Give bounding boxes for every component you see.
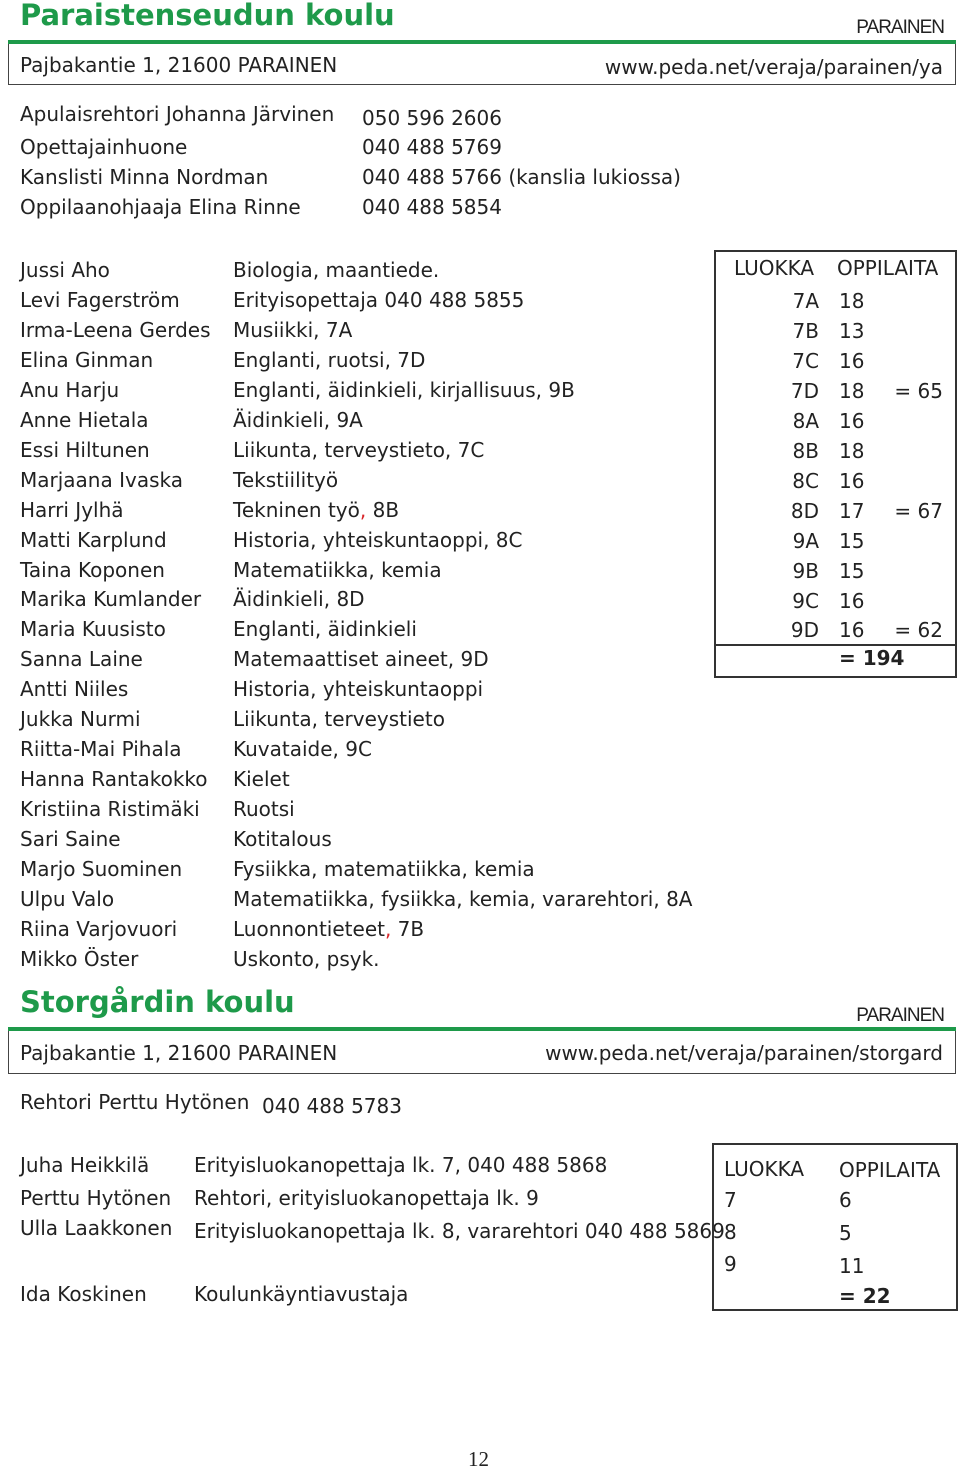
teacher-name: Kristiina Ristimäki	[20, 797, 200, 821]
class-row	[716, 556, 955, 586]
school2-address: Pajbakantie 1, 21600 PARAINEN	[20, 1041, 338, 1065]
school1-address-box	[8, 44, 956, 85]
table-class: 9D	[790, 618, 819, 642]
teacher-row	[0, 854, 700, 884]
teacher-name: Jukka Nurmi	[20, 707, 141, 731]
table-class: 8D	[790, 499, 819, 523]
teacher-name: Essi Hiltunen	[20, 438, 150, 462]
teacher-name: Marjo Suominen	[20, 857, 183, 881]
school1-town: PARAINEN	[856, 17, 944, 38]
table-count: 18	[839, 379, 865, 403]
teacher-row	[0, 734, 700, 764]
class-row	[716, 586, 955, 616]
table-subtotal: = 67	[894, 499, 943, 523]
teacher-subject: Äidinkieli, 8D	[233, 587, 365, 611]
table-class: 8A	[792, 409, 819, 433]
teacher-row	[0, 704, 700, 734]
teacher-name: Marjaana Ivaska	[20, 468, 183, 492]
teacher-name: Levi Fagerström	[20, 288, 180, 312]
teacher-subject: Uskonto, psyk.	[233, 947, 380, 971]
teacher-row	[0, 674, 700, 704]
teacher-name: Elina Ginman	[20, 348, 154, 372]
teacher-subject: Luonnontieteet, 7B	[233, 917, 425, 941]
table-count: 15	[839, 559, 865, 583]
teacher-name: Sari Saine	[20, 827, 121, 851]
teacher-subject: Erityisluokanopettaja lk. 8, vararehtori 040 488 5869	[194, 1219, 725, 1243]
class-row	[716, 466, 955, 496]
teacher-row	[0, 555, 700, 585]
teacher-row	[0, 614, 700, 644]
teacher-subject: Englanti, äidinkieli, kirjallisuus, 9B	[233, 378, 575, 402]
class-row	[716, 316, 955, 346]
teacher-subject: Erityisluokanopettaja lk. 7, 040 488 5868	[194, 1153, 608, 1177]
table-class: 7D	[790, 379, 819, 403]
teacher-name: Sanna Laine	[20, 647, 143, 671]
teacher-subject: Kotitalous	[233, 827, 332, 851]
teacher-subject: Liikunta, terveystieto, 7C	[233, 438, 485, 462]
teacher-row	[0, 435, 700, 465]
table-class: 8	[724, 1220, 737, 1244]
table-class: 9C	[792, 589, 819, 613]
school1-address: Pajbakantie 1, 21600 PARAINEN	[20, 53, 338, 77]
red-comma: ,	[384, 917, 392, 941]
table-count: 16	[839, 469, 865, 493]
table-total: = 22	[839, 1284, 891, 1308]
school2-principal-label: Rehtori Perttu Hytönen	[20, 1090, 250, 1114]
table-count: 6	[839, 1188, 852, 1212]
teacher-name: Perttu Hytönen	[20, 1186, 172, 1210]
table-class: 7B	[792, 319, 819, 343]
school2-class-table	[712, 1143, 958, 1311]
school1-class-table	[714, 250, 957, 678]
teacher-row	[0, 495, 700, 525]
table-count: 17	[839, 499, 865, 523]
teacher-subject: Äidinkieli, 9A	[233, 408, 363, 432]
table-class: 9B	[792, 559, 819, 583]
table-count: 16	[839, 409, 865, 433]
teacher-name: Ulpu Valo	[20, 887, 115, 911]
teacher-row	[0, 405, 700, 435]
table-class: 8B	[792, 439, 819, 463]
table-count: 16	[839, 589, 865, 613]
teacher-subject: Fysiikka, matematiikka, kemia	[233, 857, 535, 881]
school2-title: Storgårdin koulu	[20, 985, 295, 1019]
teacher-row	[0, 525, 700, 555]
school2-principal-phone: 040 488 5783	[262, 1094, 402, 1118]
table-subtotal: = 65	[894, 379, 943, 403]
teacher-subject: Liikunta, terveystieto	[233, 707, 445, 731]
table-class: 7	[724, 1188, 737, 1212]
teacher-name: Juha Heikkilä	[20, 1153, 150, 1177]
teacher-row	[0, 345, 700, 375]
teacher-row	[0, 315, 700, 345]
table-class: 7C	[792, 349, 819, 373]
red-comma: ,	[359, 498, 367, 522]
school2-town: PARAINEN	[856, 1005, 944, 1026]
teacher-row	[0, 944, 700, 974]
table-count: 16	[839, 618, 865, 642]
teacher-row	[0, 255, 700, 285]
teacher-row	[0, 375, 700, 405]
teacher-subject: Musiikki, 7A	[233, 318, 353, 342]
teacher-subject: Matematiikka, fysiikka, kemia, vararehtori, 8A	[233, 887, 693, 911]
table-header-students: OPPILAITA	[839, 1158, 941, 1182]
teacher-name: Maria Kuusisto	[20, 617, 166, 641]
teacher-name: Marika Kumlander	[20, 587, 202, 611]
class-row	[716, 436, 955, 466]
contact-phone: 040 488 5854	[362, 195, 502, 219]
teacher-subject: Historia, yhteiskuntaoppi	[233, 677, 484, 701]
teacher-row	[0, 644, 700, 674]
school2-address-box	[8, 1031, 956, 1074]
teacher-name: Irma-Leena Gerdes	[20, 318, 211, 342]
teacher-row	[0, 824, 700, 854]
teacher-name: Mikko Öster	[20, 947, 139, 971]
table-class: 9A	[792, 529, 819, 553]
table-count: 18	[839, 289, 865, 313]
table-total-divider	[716, 644, 955, 646]
teacher-name: Jussi Aho	[20, 258, 110, 282]
school1-url[interactable]: www.peda.net/veraja/parainen/ya	[604, 55, 943, 79]
teacher-name: Harri Jylhä	[20, 498, 124, 522]
teacher-name: Antti Niiles	[20, 677, 129, 701]
table-total: = 194	[839, 646, 905, 670]
contact-phone: 040 488 5769	[362, 135, 502, 159]
contact-label: Apulaisrehtori Johanna Järvinen	[20, 102, 335, 126]
table-subtotal: = 62	[894, 618, 943, 642]
teacher-name: Anu Harju	[20, 378, 120, 402]
teacher-row	[0, 584, 700, 614]
table-count: 13	[839, 319, 865, 343]
class-row	[716, 526, 955, 556]
teacher-name: Riina Varjovuori	[20, 917, 178, 941]
table-header-students: OPPILAITA	[837, 256, 939, 280]
teacher-name: Anne Hietala	[20, 408, 149, 432]
teacher-row	[0, 465, 700, 495]
table-count: 16	[839, 349, 865, 373]
teacher-subject: Ruotsi	[233, 797, 295, 821]
class-row	[716, 496, 955, 526]
teacher-subject: Matematiikka, kemia	[233, 558, 442, 582]
page-number: 12	[468, 1447, 489, 1471]
table-count: 5	[839, 1221, 852, 1245]
teacher-subject: Kielet	[233, 767, 290, 791]
table-count: 15	[839, 529, 865, 553]
school2-url[interactable]: www.peda.net/veraja/parainen/storgard	[545, 1041, 943, 1065]
table-class: 9	[724, 1252, 737, 1276]
table-header-class: LUOKKA	[724, 1157, 805, 1181]
teacher-subject: Kuvataide, 9C	[233, 737, 372, 761]
class-row	[716, 346, 955, 376]
contact-label: Opettajainhuone	[20, 135, 188, 159]
contact-phone: 040 488 5766 (kanslia lukiossa)	[362, 165, 681, 189]
teacher-name: Matti Karplund	[20, 528, 167, 552]
table-class: 8C	[792, 469, 819, 493]
table-count: 11	[839, 1254, 865, 1278]
teacher-name: Ida Koskinen	[20, 1282, 147, 1306]
contact-label: Kanslisti Minna Nordman	[20, 165, 269, 189]
teacher-name: Hanna Rantakokko	[20, 767, 208, 791]
class-row	[716, 376, 955, 406]
table-header-class: LUOKKA	[734, 256, 815, 280]
table-count: 18	[839, 439, 865, 463]
teacher-row	[0, 285, 700, 315]
teacher-subject: Koulunkäyntiavustaja	[194, 1282, 409, 1306]
teacher-subject: Tekstiilityö	[233, 468, 339, 492]
teacher-name: Taina Koponen	[20, 558, 165, 582]
teacher-subject: Englanti, ruotsi, 7D	[233, 348, 426, 372]
contact-label: Oppilaanohjaaja Elina Rinne	[20, 195, 301, 219]
class-row	[716, 406, 955, 436]
teacher-subject: Erityisopettaja 040 488 5855	[233, 288, 525, 312]
teacher-subject: Biologia, maantiede.	[233, 258, 440, 282]
table-class: 7A	[792, 289, 819, 313]
contact-phone: 050 596 2606	[362, 106, 502, 130]
teacher-row	[0, 914, 700, 944]
school1-title: Paraistenseudun koulu	[20, 0, 395, 32]
teacher-name: Riitta-Mai Pihala	[20, 737, 182, 761]
teacher-subject: Rehtori, erityisluokanopettaja lk. 9	[194, 1186, 539, 1210]
teacher-row	[0, 794, 700, 824]
class-row	[716, 286, 955, 316]
teacher-row	[0, 884, 700, 914]
class-row	[716, 615, 955, 645]
teacher-subject: Tekninen työ, 8B	[233, 498, 400, 522]
teacher-subject: Historia, yhteiskuntaoppi, 8C	[233, 528, 523, 552]
teacher-subject: Matemaattiset aineet, 9D	[233, 647, 489, 671]
teacher-row	[0, 764, 700, 794]
teacher-name: Ulla Laakkonen	[20, 1216, 173, 1240]
teacher-subject: Englanti, äidinkieli	[233, 617, 417, 641]
